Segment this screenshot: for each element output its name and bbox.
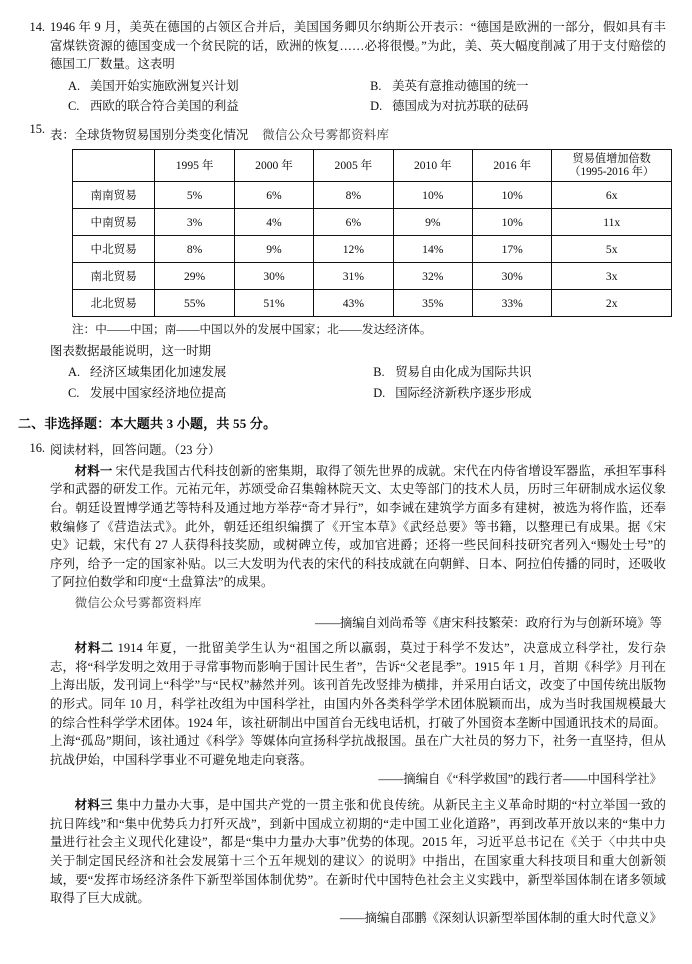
cell: 33% [473, 290, 552, 317]
cell: 8% [155, 236, 234, 263]
option-b-letter: B. [373, 365, 385, 380]
cell: 31% [314, 263, 393, 290]
table-header-2016: 2016 年 [473, 149, 552, 182]
watermark-text: 微信公众号雾都资料库 [74, 596, 202, 610]
question-14-options [50, 77, 666, 116]
question-14 [18, 18, 666, 118]
option-a[interactable] [50, 363, 367, 382]
table-header-2000: 2000 年 [234, 149, 313, 182]
table-row [73, 263, 672, 290]
cell: 30% [234, 263, 313, 290]
watermark-text: 微信公众号雾都资料库 [262, 128, 390, 143]
cell: 32% [393, 263, 472, 290]
table-header-2005: 2005 年 [314, 149, 393, 182]
question-15-options [50, 363, 672, 402]
row-label: 南南贸易 [73, 182, 155, 209]
option-b[interactable] [367, 363, 672, 382]
cell: 10% [473, 182, 552, 209]
option-row [50, 363, 672, 382]
cell: 9% [393, 209, 472, 236]
option-b-text: 贸易自由化成为国际共识 [395, 365, 532, 380]
option-c[interactable] [50, 97, 364, 116]
option-a-letter: A. [68, 365, 81, 380]
option-c-letter: C. [68, 386, 80, 401]
option-b-letter: B. [370, 78, 382, 93]
cell: 29% [155, 263, 234, 290]
option-row [50, 384, 672, 403]
option-a[interactable] [50, 77, 364, 96]
table-corner-cell [73, 149, 155, 182]
cell: 6x [552, 182, 672, 209]
option-row [50, 77, 666, 96]
table-row [73, 182, 672, 209]
question-15-number: 15. [29, 122, 45, 137]
cell: 10% [393, 182, 472, 209]
cell: 3x [552, 263, 672, 290]
table-header-row [73, 149, 672, 182]
question-15-stem: 图表数据最能说明，这一时期 [50, 343, 212, 358]
table-caption-text: 表：全球货物贸易国别分类变化情况 [50, 128, 249, 143]
question-14-stem: 1946 年 9 月，美英在德国的占领区合并后，美国国务卿贝尔纳斯公开表示：“德国是欧洲的一部分，假如具有丰富煤铁资源的德国变成一个贫民院的话，欧洲的恢复……必将很慢。”为此，美、英大幅度削减了用于支付赔偿的德国工厂数量。这表明 [50, 20, 666, 72]
row-label: 中南贸易 [73, 209, 155, 236]
table-header-1995: 1995 年 [155, 149, 234, 182]
option-c-text: 西欧的联合符合美国的利益 [90, 99, 239, 114]
cell: 2x [552, 290, 672, 317]
option-d[interactable] [367, 384, 672, 403]
option-d[interactable] [364, 97, 666, 116]
question-16 [18, 439, 666, 934]
cell: 14% [393, 236, 472, 263]
option-row [50, 97, 666, 116]
cell: 3% [155, 209, 234, 236]
cell: 6% [234, 182, 313, 209]
cell: 30% [473, 263, 552, 290]
cell: 55% [155, 290, 234, 317]
question-14-number: 14. [29, 20, 45, 34]
option-c-text: 发展中国家经济地位提高 [90, 386, 227, 401]
trade-table [72, 149, 672, 318]
question-16-number: 16. [29, 441, 45, 456]
table-header-growth [552, 149, 672, 182]
row-label: 中北贸易 [73, 236, 155, 263]
material-two-source: ——摘编自《“科学救国”的践行者——中国科学社》 [378, 772, 662, 787]
cell: 9% [234, 236, 313, 263]
option-a-text: 经济区域集团化加速发展 [90, 365, 227, 380]
option-c-letter: C. [68, 99, 80, 114]
material-one-text: 宋代是我国古代科技创新的密集期，取得了领先世界的成就。宋代在内侍省增设军器监，承担军事科学和武器的研发工作。元祐元年，苏颂受命召集翰林院天文、太史等部门的技术人员，历时三年研制成水运仪象台。朝廷设置博学通艺等特科及通过地方举荐“奇才异行”，如李诫在建筑学方面多有建树，被选为将作监，还奉敕编修了《营造法式》。此外，朝廷还组织编撰了《开宝本草》《武经总要》等书籍，以整理已有成果。据《宋史》记载，宋代有 27 人获得科技奖励，或树碑立传，或加官进爵；还将一些民间科技研究者列入“赐处士号”的序列，给予一定的国家补贴。以三大发明为代表的宋代的科技成就在向朝鲜、日本、阿拉伯传播的同时，还吸收了阿拉伯数学和印度“土盘算法”的成果。 [50, 463, 666, 590]
material-two-text: 1914 年夏，一批留美学生认为“祖国之所以羸弱，莫过于科学不发达”，决意成立科学社，发行杂志，将“科学发明之效用于寻常事物而影响于国计民生者”，告诉“父老昆季”。1915 年 1 月，首期《科学》月刊在上海出版，发刊词上“科学”与“民权”赫然并列。该刊首先改竖排为横排，并采用白话文，改变了中国传统出版物的形式。同年 10 月，科学社改组为中国科学社，由国内外各类科学学术团体脱颖而出，成为当时我国规模最大的综合性科学学术团体。1924 年，该社研制出中国首台无线电话机，打破了外国资本垄断中国通讯技术的局面。上海“孤岛”期间，该社通过《科学》等媒体向宣扬科学抗战报国。虽在广大社员的努力下，社务一直坚持，但从抗战伊始，中国科学事业不可避免地走向衰落。 [50, 641, 666, 767]
row-label: 南北贸易 [73, 263, 155, 290]
option-d-letter: D. [370, 99, 383, 114]
cell: 12% [314, 236, 393, 263]
option-d-letter: D. [373, 386, 386, 401]
material-one [50, 462, 666, 592]
option-b[interactable] [364, 77, 666, 96]
option-a-letter: A. [68, 78, 81, 93]
cell: 43% [314, 290, 393, 317]
cell: 11x [552, 209, 672, 236]
material-two [50, 639, 666, 769]
material-two-label: 材料二 [74, 641, 114, 656]
option-b-text: 美英有意推动德国的统一 [392, 78, 529, 93]
question-15-caption [50, 126, 672, 145]
cell: 5% [155, 182, 234, 209]
material-one-source: ——摘编自刘尚希等《唐宋科技繁荣：政府行为与创新环境》等 [315, 615, 662, 630]
option-c[interactable] [50, 384, 367, 403]
row-label: 北北贸易 [73, 290, 155, 317]
option-a-text: 美国开始实施欧洲复兴计划 [90, 78, 239, 93]
cell: 5x [552, 236, 672, 263]
table-header-2010: 2010 年 [393, 149, 472, 182]
question-16-head: 阅读材料，回答问题。（23 分） [50, 443, 221, 458]
section-title: 二、非选择题：本大题共 3 小题，共 55 分。 [18, 415, 277, 431]
cell: 4% [234, 209, 313, 236]
table-row [73, 290, 672, 317]
material-three [50, 796, 666, 908]
table-note: 注：中——中国；南——中国以外的发展中国家；北——发达经济体。 [72, 323, 432, 337]
material-three-label: 材料三 [74, 798, 113, 813]
material-three-text: 集中力量办大事，是中国共产党的一贯主张和优良传统。从新民主主义革命时期的“村立举国一致的抗日阵线”和“集中优势兵力打歼灭战”，到新中国成立初期的“走中国工业化道路”，再到改革开放以来的“集中力量进行社会主义现代化建设”，都是“集中力量办大事”优势的体现。2015 年，习近平总书记在《关于〈中共中央关于制定国民经济和社会发展第十三个五年规划的建议〉的说明》中指出，在国家重大科技项目和重大创新领域，要“发挥市场经济条件下新型举国体制优势”。在新时代中国特色社会主义实践中，新型举国体制在诸多领域取得了巨大成就。 [50, 798, 666, 906]
material-one-label: 材料一 [74, 463, 113, 478]
cell: 8% [314, 182, 393, 209]
table-row [73, 236, 672, 263]
question-15 [18, 120, 666, 405]
option-d-text: 国际经济新秩序逐步形成 [395, 386, 532, 401]
table-row [73, 209, 672, 236]
cell: 10% [473, 209, 552, 236]
material-three-source: ——摘编自邵鹏《深刻认识新型举国体制的重大时代意义》 [339, 910, 662, 925]
growth-header-line2: （1995-2016 年） [569, 165, 655, 178]
cell: 6% [314, 209, 393, 236]
growth-header-line1: 贸易值增加倍数 [572, 152, 651, 165]
option-d-text: 德国成为对抗苏联的砝码 [392, 99, 529, 114]
cell: 51% [234, 290, 313, 317]
cell: 35% [393, 290, 472, 317]
cell: 17% [473, 236, 552, 263]
